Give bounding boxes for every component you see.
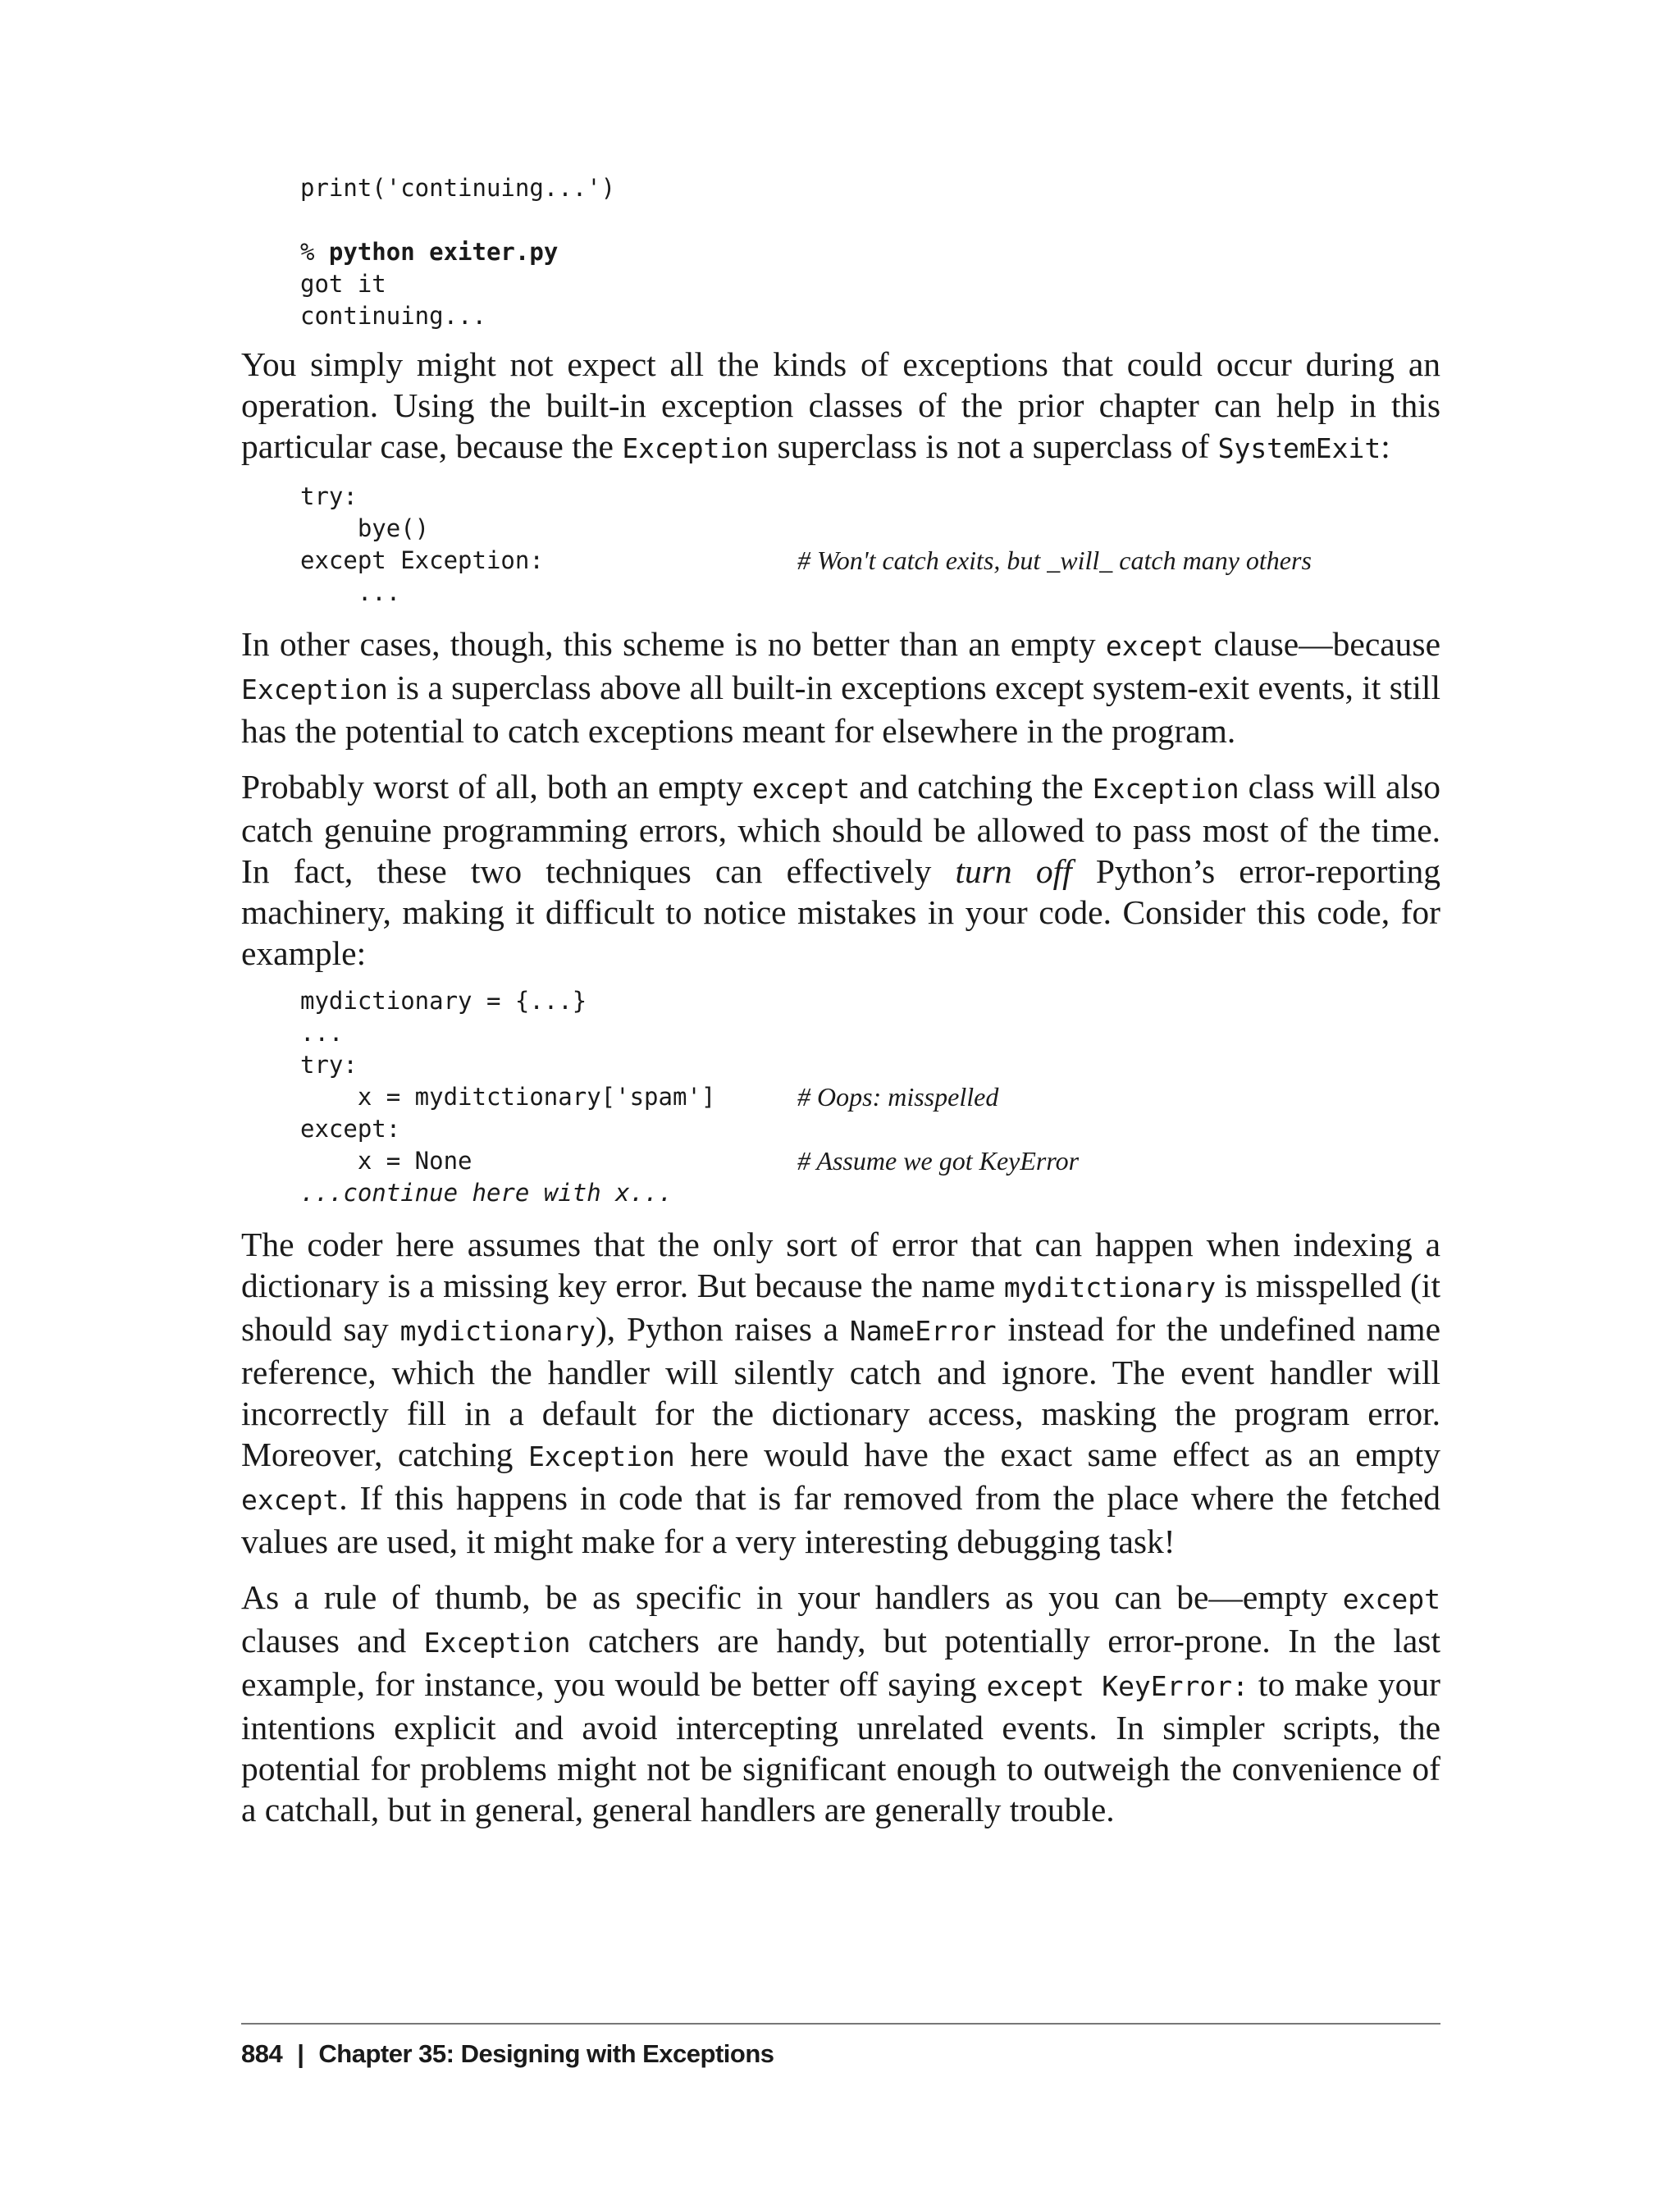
text-run: clauses and [241, 1622, 424, 1659]
code-line [300, 1017, 1440, 1049]
text-run: superclass is not a superclass of [769, 427, 1218, 465]
text-run: : [1381, 427, 1390, 465]
paragraph-builtin-exceptions [241, 344, 1440, 469]
text-run: class will also catch genuine programming errors, which should be allowed to pass most of the time. In fact, these two techniques can effectively [241, 768, 1440, 890]
code-line [300, 1113, 1440, 1145]
code-block-exiter [300, 172, 1440, 332]
inline-code: myditctionary [1003, 1271, 1217, 1303]
code-block-misspelled [300, 985, 1440, 1209]
paragraph-rule-of-thumb [241, 1577, 1440, 1830]
inline-code: Exception [527, 1440, 675, 1472]
text-run: The coder here assumes that the only sort of error that can happen when indexing a dictionary is a missing key error. But because the name [241, 1226, 1440, 1304]
inline-code: except [751, 773, 851, 805]
inline-code: except [241, 1484, 340, 1516]
code-text: mydictionary = {...} [300, 987, 587, 1015]
code-line [300, 1177, 1440, 1209]
inline-code: NameError [849, 1315, 997, 1347]
code-comment: # Oops: misspelled [797, 1082, 999, 1112]
text-run: is misspelled (it should say [241, 1267, 1440, 1348]
code-line [300, 513, 1440, 545]
code-line [300, 268, 1440, 300]
text-run: is a superclass above all built-in exceptions except system-exit events, it still has the potential to catch exceptions meant for elsewhere in the program. [241, 669, 1440, 750]
text-run: ), Python raises a [595, 1310, 850, 1348]
inline-code: except KeyError: [986, 1670, 1249, 1702]
code-block-except-exception [300, 481, 1440, 609]
inline-code: Exception [241, 673, 388, 705]
code-comment: # Assume we got KeyError [797, 1146, 1080, 1176]
text-run: In other cases, though, this scheme is no better than an empty [241, 625, 1106, 663]
page-number: 884 [241, 2039, 283, 2068]
page-footer [241, 2039, 774, 2069]
footer-separator: | [297, 2039, 304, 2068]
code-comment: # Won't catch exits, but _will_ catch many others [797, 546, 1312, 575]
code-text: x = None [300, 1147, 472, 1175]
code-line [300, 545, 1440, 577]
text-run: As a rule of thumb, be as specific in your handlers as you can be—empty [241, 1578, 1343, 1616]
code-placeholder: ...continue here with x... [300, 1179, 673, 1207]
text-run: catchers are handy, but potentially error-prone. In the last example, for instance, you would be better off saying [241, 1622, 1440, 1703]
text-run: instead for the undefined name reference, which the handler will silently catch and ignore. The event handler will incorrectly fill in a default for the dictionary access, masking the program error. Moreover, catching [241, 1310, 1440, 1473]
code-line [300, 481, 1440, 513]
code-text: except: [300, 1115, 401, 1143]
text-run: . If this happens in code that is far removed from the place where the fetched values are used, it might make for a very interesting debugging task! [241, 1479, 1440, 1560]
text-run: to make your intentions explicit and avoid intercepting unrelated events. In simpler scripts, the potential for problems might not be significant enough to outweigh the convenience of a catchall, but in general, general handlers are generally trouble. [241, 1665, 1440, 1828]
inline-code: except [1342, 1583, 1440, 1615]
code-line [300, 577, 1440, 609]
paragraph-empty-except [241, 623, 1440, 751]
inline-code: SystemExit [1217, 432, 1381, 464]
shell-command: python exiter.py [328, 238, 559, 266]
shell-prompt: % [300, 238, 329, 266]
paragraph-worst-of-all [241, 766, 1440, 974]
inline-code: mydictionary [399, 1315, 596, 1347]
code-text: ... [300, 578, 401, 606]
code-text: bye() [300, 514, 430, 542]
code-line [300, 1145, 1440, 1177]
text-run: You simply might not expect all the kinds of exceptions that could occur during an operation. Using the built-in exception classes of the prior chapter can help in this particular case, because the [241, 345, 1440, 465]
inline-code: Exception [1092, 773, 1239, 805]
code-line [300, 172, 1440, 204]
text-run: clause—because [1203, 625, 1440, 663]
code-text: try: [300, 482, 358, 510]
code-output: continuing... [300, 302, 486, 330]
code-text: try: [300, 1051, 358, 1079]
emphasis: turn off [955, 852, 1072, 890]
code-line [300, 1081, 1440, 1113]
inline-code: Exception [622, 432, 769, 464]
code-text: x = myditctionary['spam'] [300, 1083, 716, 1111]
code-line [300, 985, 1440, 1017]
code-line [300, 1049, 1440, 1081]
page-content [241, 172, 1440, 1830]
code-text: except Exception: [300, 546, 544, 574]
code-text: ... [300, 1019, 344, 1047]
text-run: here would have the exact same effect as an empty [674, 1436, 1440, 1473]
code-line [300, 236, 1440, 268]
text-run: Probably worst of all, both an empty [241, 768, 752, 806]
paragraph-coder-assumes [241, 1224, 1440, 1562]
chapter-title: Chapter 35: Designing with Exceptions [318, 2039, 774, 2068]
text-run: Python’s error-reporting machinery, making it difficult to notice mistakes in your code. Consider this code, for example: [241, 852, 1441, 972]
code-output: got it [300, 270, 386, 298]
inline-code: except [1105, 630, 1204, 662]
code-line [300, 300, 1440, 332]
footer-divider [241, 2023, 1440, 2025]
text-run: and catching the [850, 768, 1093, 806]
code-line [300, 204, 1440, 236]
inline-code: Exception [423, 1627, 571, 1659]
code-text: print('continuing...') [300, 174, 616, 202]
